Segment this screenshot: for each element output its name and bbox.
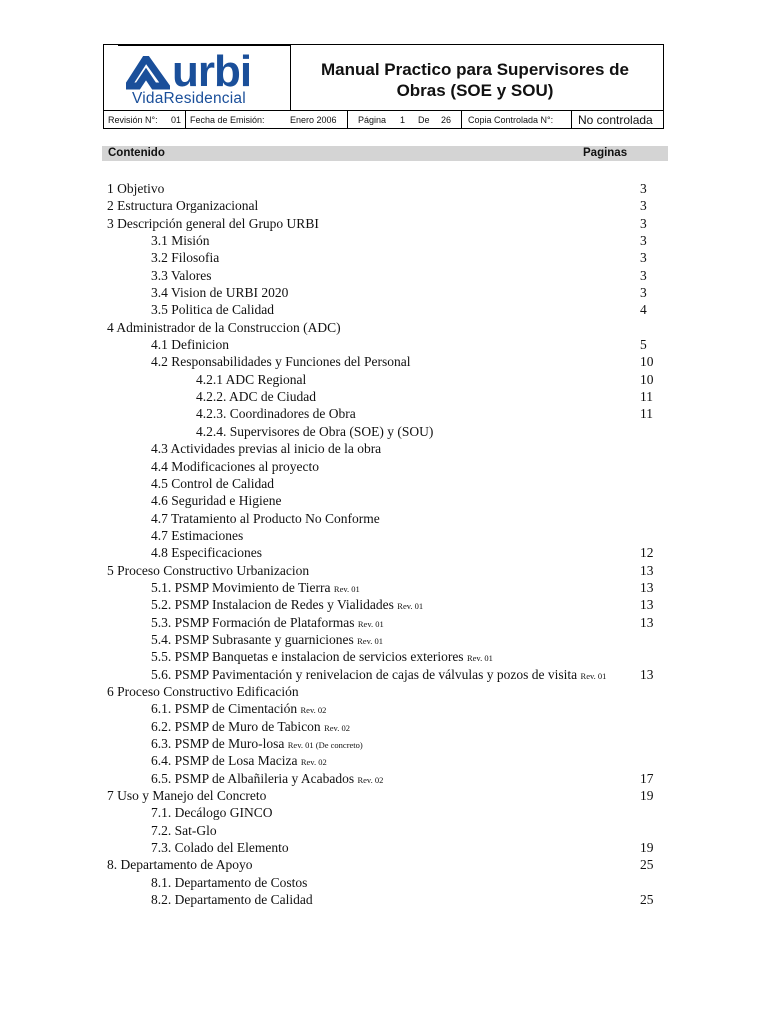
logo-wordmark: urbi: [172, 47, 252, 96]
toc-entry-text: 6.5. PSMP de Albañileria y Acabados: [151, 770, 355, 786]
toc-entry: [0, 284, 768, 301]
toc-entry-title: [196, 388, 316, 405]
meta-separator: [347, 111, 348, 129]
toc-entry-title: [151, 874, 307, 891]
toc-entry-page: 13: [640, 597, 654, 613]
toc-entry-page: 5: [640, 337, 647, 353]
toc-entry: [0, 440, 768, 457]
toc-entry-page: 3: [640, 267, 647, 283]
toc-entry: [0, 336, 768, 353]
meta-separator: [461, 111, 462, 129]
toc-entry-title: [151, 718, 350, 737]
of-value: 26: [441, 115, 452, 125]
title-line-2: Obras (SOE y SOU): [396, 81, 554, 100]
toc-entry: [0, 666, 768, 683]
toc-entry-text: 4.2.1 ADC Regional: [196, 371, 307, 387]
toc-entry: [0, 510, 768, 527]
toc-entry-title: [151, 353, 410, 370]
toc-entry-text: 7.1. Decálogo GINCO: [151, 805, 273, 821]
toc-entry-title: [196, 423, 433, 440]
toc-entry-title: [151, 579, 360, 598]
toc-entry: [0, 423, 768, 440]
toc-entry-page: 10: [640, 371, 654, 387]
toc-entry-text: 4.3 Actividades previas al inicio de la obra: [151, 441, 382, 457]
toc-entry-title: [107, 683, 299, 700]
toc-entry-revision: Rev. 01: [580, 670, 607, 681]
toc-entry-title: [107, 197, 258, 214]
toc-entry-title: [151, 458, 319, 475]
toc-entry-title: [151, 752, 327, 771]
toc-entry: [0, 579, 768, 596]
toc-entry: [0, 596, 768, 613]
toc-entry-title: [151, 614, 384, 633]
toc-entry-text: 4.2 Responsabilidades y Funciones del Personal: [151, 354, 411, 370]
toc-entry: [0, 804, 768, 821]
pages-heading: Paginas: [583, 147, 628, 159]
toc-entry-title: [107, 787, 266, 804]
toc-entry-text: 7.2. Sat-Glo: [151, 822, 217, 838]
toc-entry-text: 8.1. Departamento de Costos: [151, 874, 308, 890]
toc-entry-text: 6.1. PSMP de Cimentación: [151, 701, 298, 717]
toc-entry-text: 5.1. PSMP Movimiento de Tierra: [151, 579, 331, 595]
toc-entry-page: 17: [640, 770, 654, 786]
toc-entry-revision: Rev. 01: [357, 618, 384, 629]
toc-entry: [0, 614, 768, 631]
toc-entry-revision: Rev. 01 (De concreto): [287, 740, 363, 750]
document-header: [103, 44, 664, 129]
toc-entry: [0, 267, 768, 284]
toc-entry-title: [107, 180, 164, 197]
toc-entry: [0, 631, 768, 648]
toc-entry-text: 3.1 Misión: [151, 233, 210, 249]
meta-separator: [571, 111, 572, 129]
toc-entry-revision: Rev. 01: [357, 635, 384, 646]
contents-header-bar: [102, 146, 668, 161]
revision-label: Revisión N°:: [108, 115, 158, 125]
toc-entry: [0, 197, 768, 214]
toc-entry-text: 4.2.4. Supervisores de Obra (SOE) y (SOU): [196, 423, 434, 439]
toc-entry-text: 3.5 Politica de Calidad: [151, 302, 274, 318]
toc-entry: [0, 527, 768, 544]
toc-entry-title: [151, 631, 383, 650]
toc-entry-page: 25: [640, 892, 654, 908]
toc-entry-page: 3: [640, 250, 647, 266]
meta-separator: [185, 111, 186, 129]
contents-heading: Contenido: [108, 147, 165, 159]
toc-entry: [0, 787, 768, 804]
toc-entry: [0, 822, 768, 839]
page-value: 1: [400, 115, 406, 125]
toc-entry-text: 6.4. PSMP de Losa Maciza: [151, 753, 298, 769]
toc-entry: [0, 353, 768, 370]
toc-entry-title: [151, 891, 313, 908]
toc-entry: [0, 492, 768, 509]
copy-label: Copia Controlada N°:: [468, 115, 554, 125]
toc-entry: [0, 475, 768, 492]
urbi-logo: [126, 47, 276, 108]
toc-entry-page: 19: [640, 840, 654, 856]
toc-entry-revision: Rev. 01: [333, 583, 360, 594]
toc-entry-title: [151, 232, 210, 249]
toc-entry-title: [151, 527, 243, 544]
toc-entry-title: [196, 371, 306, 388]
toc-entry-page: 4: [640, 302, 647, 318]
toc-entry-text: 8. Departamento de Apoyo: [107, 857, 253, 873]
toc-entry-title: [151, 267, 212, 284]
toc-entry-text: 4.7 Tratamiento al Producto No Conforme: [151, 510, 380, 526]
toc-entry-text: 4.7 Estimaciones: [151, 527, 244, 543]
emission-value: Enero 2006: [290, 115, 337, 125]
toc-entry: [0, 856, 768, 873]
toc-entry-text: 4.5 Control de Calidad: [151, 475, 274, 491]
toc-entry-title: [151, 336, 229, 353]
toc-entry: [0, 232, 768, 249]
copy-value: No controlada: [578, 113, 653, 127]
toc-entry-text: 7 Uso y Manejo del Concreto: [107, 788, 267, 804]
emission-label: Fecha de Emisión:: [190, 115, 265, 125]
toc-entry-page: 13: [640, 614, 654, 630]
toc-entry-page: 3: [640, 233, 647, 249]
toc-entry-title: [151, 284, 288, 301]
toc-entry-page: 12: [640, 545, 654, 561]
toc-entry-text: 2 Estructura Organizacional: [107, 198, 259, 214]
toc-entry-text: 6.3. PSMP de Muro-losa: [151, 736, 285, 751]
toc-entry-text: 4.8 Especificaciones: [151, 545, 262, 561]
toc-entry-text: 3.3 Valores: [151, 267, 212, 283]
toc-entry-text: 7.3. Colado del Elemento: [151, 840, 289, 856]
page-label: Página: [358, 115, 387, 125]
toc-entry: [0, 388, 768, 405]
toc-entry-title: [151, 249, 219, 266]
toc-entry-title: [196, 405, 356, 422]
toc-entry: [0, 249, 768, 266]
toc-entry-title: [151, 804, 272, 821]
toc-entry-text: 4.2.3. Coordinadores de Obra: [196, 406, 356, 422]
toc-entry: [0, 405, 768, 422]
toc-entry: [0, 458, 768, 475]
toc-entry-title: [107, 319, 341, 336]
toc-entry-text: 5.6. PSMP Pavimentación y renivelacion de cajas de válvulas y pozos de visita: [151, 666, 578, 682]
toc-entry-text: 6.2. PSMP de Muro de Tabicon: [151, 718, 325, 734]
toc-entry-revision: Rev. 01: [397, 601, 424, 612]
toc-entry-revision: Rev. 02: [357, 774, 384, 785]
toc-entry-page: 13: [640, 666, 654, 682]
of-label: De: [418, 115, 430, 125]
toc-entry: [0, 562, 768, 579]
toc-entry-title: [107, 215, 319, 232]
toc-entry-page: 3: [640, 215, 647, 231]
toc-entry: [0, 839, 768, 856]
toc-entry-title: [151, 596, 423, 615]
toc-entry-title: [151, 440, 381, 457]
urbi-triangle-icon: [126, 56, 170, 90]
toc-entry: [0, 544, 768, 561]
toc-entry-title: [151, 510, 380, 527]
toc-entry-title: [151, 770, 383, 789]
toc-entry-title: [151, 666, 606, 685]
toc-entry-page: 13: [640, 562, 654, 578]
toc-entry-title: [151, 822, 217, 839]
toc-entry-title: [107, 562, 309, 579]
toc-entry-page: 19: [640, 788, 654, 804]
toc-entry: [0, 180, 768, 197]
toc-entry-text: 5.4. PSMP Subrasante y guarniciones: [151, 631, 354, 647]
toc-entry-text: 3 Descripción general del Grupo URBI: [107, 215, 319, 231]
toc-entry-page: 13: [640, 579, 654, 595]
toc-entry-title: [151, 700, 326, 719]
toc-entry-text: 3.2 Filosofia: [151, 250, 220, 266]
toc-entry-page: 10: [640, 354, 654, 370]
toc-entry: [0, 371, 768, 388]
toc-entry-text: 3.4 Vision de URBI 2020: [151, 285, 289, 301]
toc-entry-title: [107, 856, 252, 873]
toc-entry-title: [151, 648, 493, 667]
toc-entry-text: 4.4 Modificaciones al proyecto: [151, 458, 319, 474]
title-line-1: Manual Practico para Supervisores de: [320, 60, 629, 79]
toc-entry: [0, 874, 768, 891]
toc-entry-text: 1 Objetivo: [107, 181, 165, 196]
toc-entry-text: 5.2. PSMP Instalacion de Redes y Vialidades: [151, 597, 394, 613]
toc-entry-title: [151, 475, 274, 492]
toc-entry-text: 4.1 Definicion: [151, 337, 229, 353]
toc-entry: [0, 319, 768, 336]
toc-entry: [0, 215, 768, 232]
toc-entry-page: 3: [640, 181, 647, 196]
toc-entry: [0, 648, 768, 665]
header-rule: [118, 45, 290, 46]
toc-entry-text: 4.2.2. ADC de Ciudad: [196, 389, 316, 405]
toc-entry-title: [151, 839, 289, 856]
toc-entry-title: [151, 544, 262, 561]
toc-entry-text: 6 Proceso Constructivo Edificación: [107, 683, 299, 699]
toc-entry-page: 11: [640, 406, 653, 422]
toc-entry-text: 4.6 Seguridad e Higiene: [151, 493, 282, 509]
toc-entry-revision: Rev. 02: [324, 722, 350, 733]
toc-entry-revision: Rev. 01: [466, 653, 493, 664]
toc-entry-text: 5.3. PSMP Formación de Plataformas: [151, 614, 355, 630]
document-title: [300, 59, 650, 101]
toc-entry: [0, 718, 768, 735]
toc-entry-text: 5 Proceso Constructivo Urbanizacion: [107, 562, 310, 578]
logo-tagline: VidaResidencial: [132, 90, 246, 107]
toc-entry-text: 4 Administrador de la Construccion (ADC): [107, 319, 341, 335]
revision-value: 01: [171, 115, 182, 125]
document-meta-row: [104, 111, 663, 129]
toc-entry-page: 25: [640, 857, 654, 873]
toc-entry-page: 3: [640, 285, 647, 301]
toc-entry-page: 11: [640, 389, 653, 405]
toc-entry: [0, 752, 768, 769]
toc-entry: [0, 735, 768, 752]
toc-entry-revision: Rev. 02: [300, 757, 327, 768]
toc-entry-text: 5.5. PSMP Banquetas e instalacion de servicios exteriores: [151, 649, 464, 665]
toc-entry: [0, 770, 768, 787]
toc-entry-revision: Rev. 02: [300, 705, 327, 716]
toc-entry-page: 3: [640, 198, 647, 214]
toc-entry: [0, 700, 768, 717]
toc-entry-text: 8.2. Departamento de Calidad: [151, 892, 313, 908]
toc-entry: [0, 891, 768, 908]
table-of-contents: [0, 180, 768, 908]
toc-entry-title: [151, 301, 274, 318]
toc-entry: [0, 301, 768, 318]
toc-entry-title: [151, 492, 281, 509]
toc-entry: [0, 683, 768, 700]
toc-entry-title: [151, 735, 363, 754]
header-divider: [290, 45, 291, 111]
